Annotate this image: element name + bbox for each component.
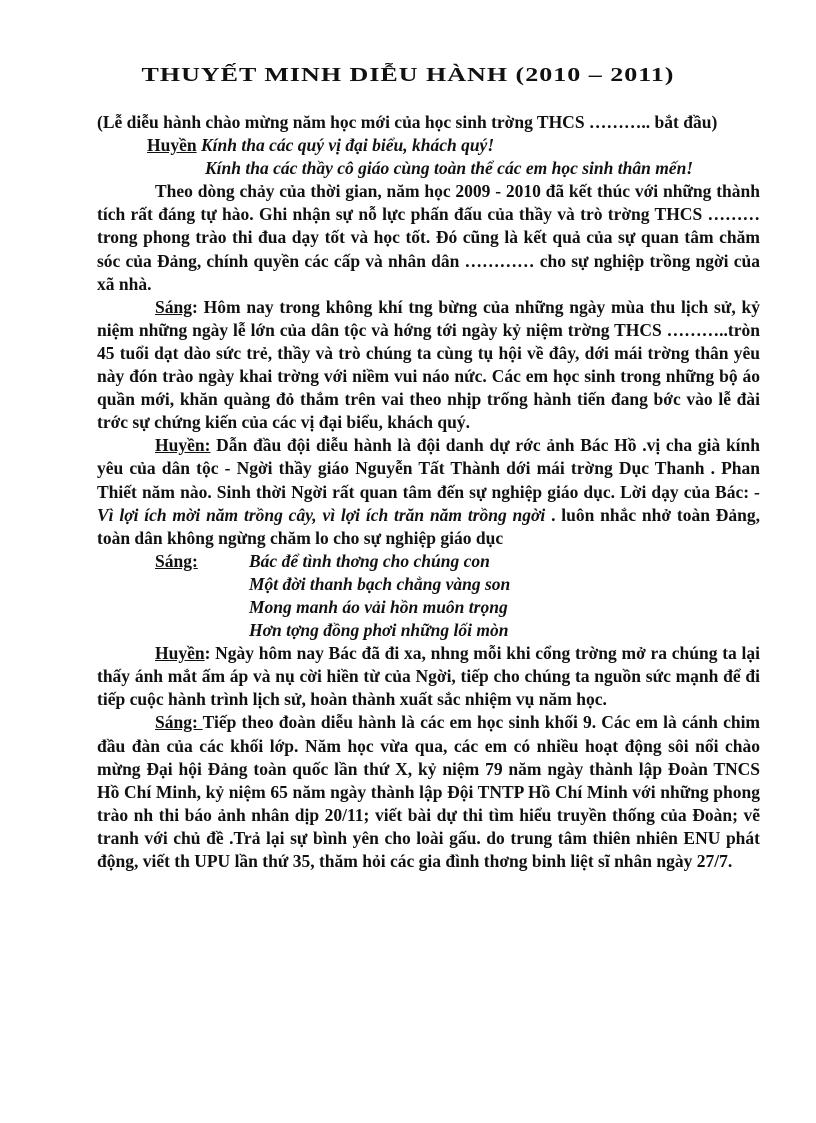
paragraph-4: [97, 642, 760, 711]
page-title: THUYẾT MINH DIỄU HÀNH (2010 – 2011): [141, 63, 675, 86]
greeting-line-1: [97, 134, 760, 157]
paragraph-5-text: Tiếp theo đoàn diễu hành là các em học sinh khối 9. Các em là cánh chim đầu đàn của các khối lớp. Năm học vừa qua, các em có nhiều hoạt động sôi nổi chào mừng Đại hội Đảng toàn quốc lần thứ X, kỷ niệm 79 năm ngày thành lập Đoàn TNCS Hồ Chí Minh, kỷ niệm 65 năm ngày thành lập Đội TNTP Hồ Chí Minh với những phong trào nh thi báo ảnh nhân dịp 20/11; viết bài dự thi tìm hiểu truyền thống của Đoàn; vẽ tranh với chủ đề .Trả lại sự bình yên cho loài gấu. do trung tâm thiên nhiên ENU phát động, viết th UPU lần thứ 35, thăm hỏi các gia đình thơng binh liệt sĩ nhân ngày 27/7.: [97, 712, 761, 871]
paragraph-2-text: : Hôm nay trong không khí tng bừng của những ngày mùa thu lịch sử, kỷ niệm những ngày lễ lớn của dân tộc và hớng tới ngày kỷ niệm trờng THCS ………..tròn 45 tuổi dạt dào sức trẻ, thầy và trò chúng ta cùng tụ hội về đây, dới mái trờng thân yêu này đón trào ngày khai trờng với niềm vui náo nức. Các em học sinh trong những bộ áo quần mới, khăn quàng đỏ thắm trên vai theo nhịp trống hành tiến đang bớc vào lễ đài trớc sự chứng kiến của các vị đại biểu, khách quý.: [97, 296, 760, 433]
speaker-label: Sáng:: [155, 550, 198, 571]
paragraph-3-text-b: . luôn nhắc nhở toàn Đảng, toàn dân không ngừng chăm lo cho sự nghiệp giáo dục: [97, 504, 760, 548]
paragraph-2: [97, 296, 760, 435]
speaker-label: Sáng: [155, 296, 192, 317]
paragraph-3-text-a: Dẫn đầu đội diễu hành là đội danh dự rớc ảnh Bác Hồ .vị cha già kính yêu của dân tộc - Ngời thầy giáo Nguyễn Tất Thành dới mái trờng Dục Thanh . Phan Thiết năm nào. Sinh thời Ngời rất quan tâm đến sự nghiệp giáo dục. Lời dạy của Bác:: [97, 435, 760, 502]
greeting-line-2: Kính tha các thầy cô giáo cùng toàn thể các em học sinh thân mến!: [205, 158, 694, 179]
paragraph-5: [97, 711, 760, 873]
paragraph-4-text: : Ngày hôm nay Bác đã đi xa, nhng mỗi khi cổng trờng mở ra chúng ta lại thấy ánh mắt ấm áp và nụ cời hiền từ của Ngời, tiếp cho chúng ta nguồn sức mạnh để đi tiếp cuộc hành trình lịch sử, hoàn thành xuất sắc nhiệm vụ năm học.: [97, 643, 760, 710]
paragraph-3: [97, 434, 760, 549]
poem-line: Mong manh áo vải hồn muôn trọng: [249, 596, 508, 617]
poem-line: Một đời thanh bạch chẳng vàng son: [249, 573, 511, 594]
poem-line: Bác để tình thơng cho chúng con: [249, 550, 490, 571]
poem-lines: [249, 550, 510, 642]
poem-line: Hơn tợng đồng phơi những lối mòn: [249, 620, 509, 641]
paragraph-1: Theo dòng chảy của thời gian, năm học 2009 - 2010 đã kết thúc với những thành tích rất đáng tự hào. Ghi nhận sự nỗ lực phấn đấu của thầy và trò trờng THCS ……… trong phong trào thi đua dạy tốt và học tốt. Đó cũng là kết quả của sự quan tâm chăm sóc của Đảng, chính quyền các cấp và nhân dân ………… cho sự nghiệp trồng ngời của xã nhà.: [97, 181, 760, 294]
uncle-ho-quote: -Vì lợi ích mời năm trồng cây, vì lợi ích trăn năm trồng ngời: [97, 481, 760, 525]
intro-paragraph: (Lễ diễu hành chào mừng năm học mới của học sinh trờng THCS ……….. bắt đầu): [97, 112, 718, 132]
poem-block: [97, 550, 760, 642]
greeting-text-1: Kính tha các quý vị đại biểu, khách quý!: [200, 135, 495, 156]
speaker-label: Huyền: [147, 135, 197, 156]
speaker-label: Sáng:: [155, 712, 203, 733]
document-body: [97, 111, 760, 873]
speaker-label: Huyền: [155, 643, 205, 664]
speaker-label: Huyền:: [155, 435, 211, 456]
